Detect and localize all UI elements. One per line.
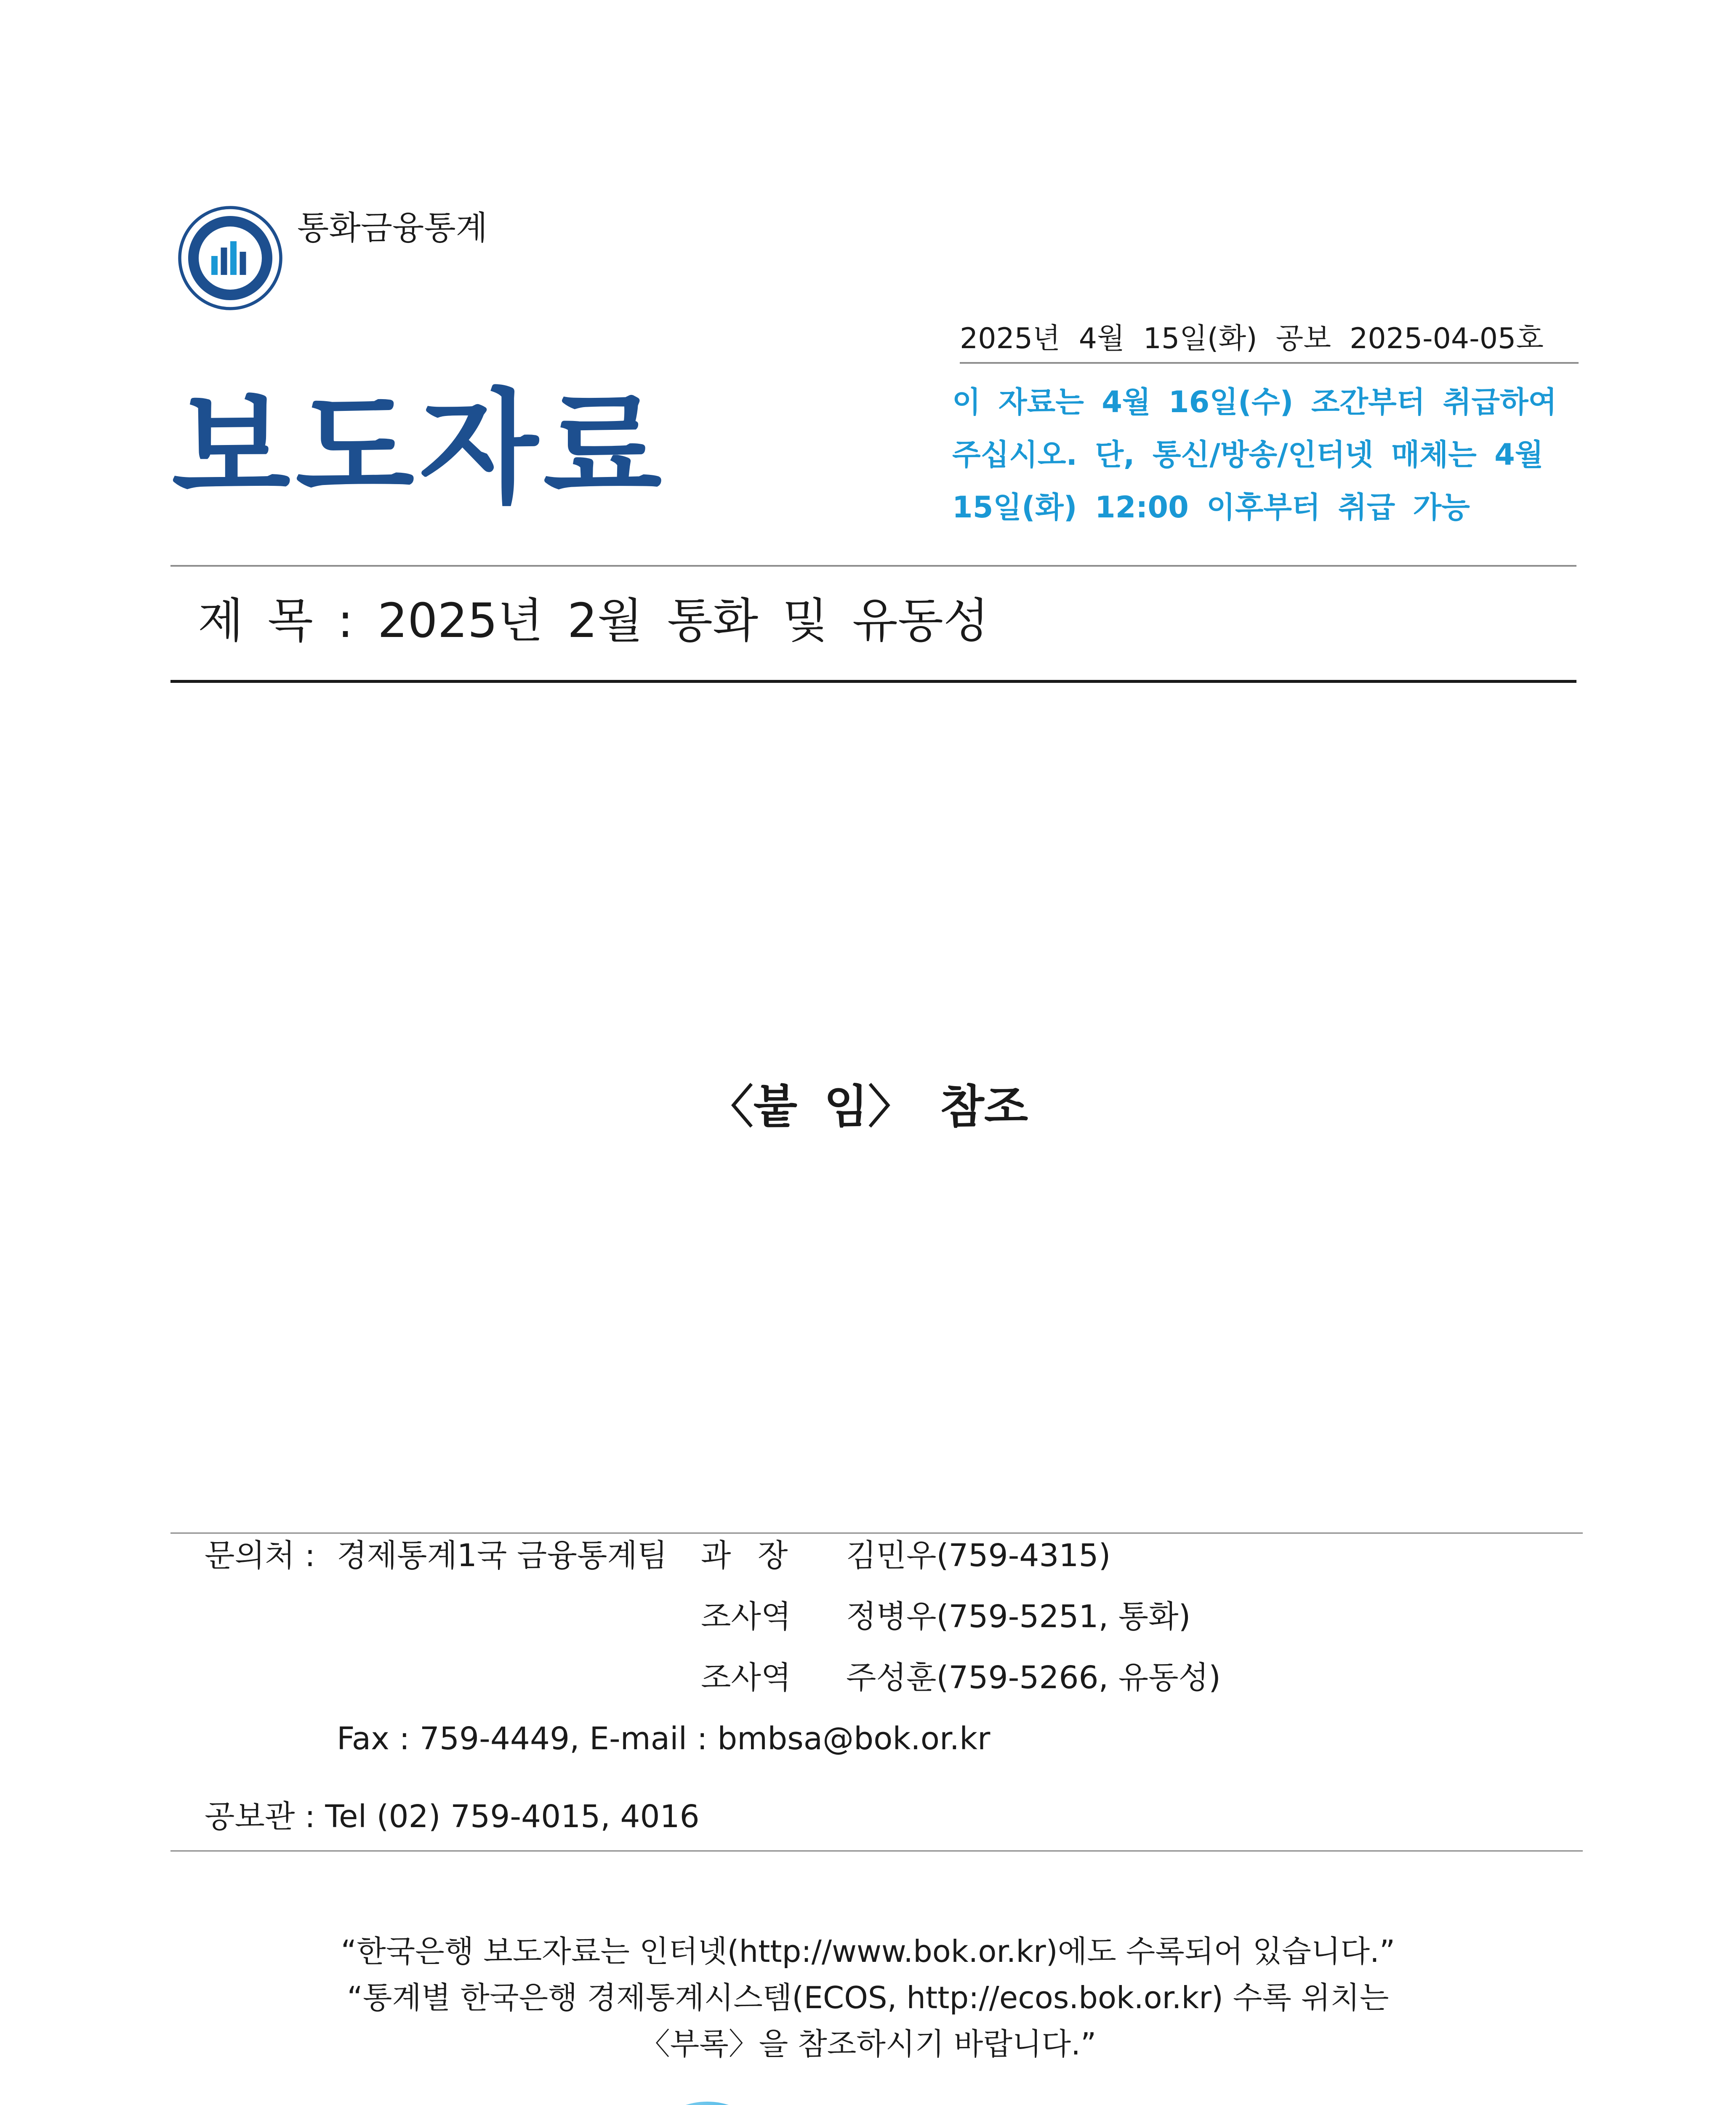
divider-subject [170, 680, 1576, 683]
contact-name: 김민우(759-4315) [846, 1537, 1111, 1574]
footer-note-3: 〈부록〉을 참조하시기 바랍니다.” [639, 2026, 1097, 2062]
contact-name: 주성훈(759-5266, 유동성) [846, 1660, 1221, 1696]
divider-top [170, 565, 1576, 567]
contact-title: 조사역 [701, 1660, 791, 1696]
contact-label: 문의처 : [205, 1537, 315, 1574]
embargo-line-3: 15일(화) 12:00 이후부터 취급 가능 [952, 490, 1470, 525]
pr-officer-contact: 공보관 : Tel (02) 759-4015, 4016 [205, 1799, 700, 1835]
subject-line [198, 589, 989, 653]
category-label: 통화금융통계 [297, 209, 488, 247]
footer-note-1: “한국은행 보도자료는 인터넷(http://www.bok.or.kr)에도 수록되어 있습니다.” [341, 1934, 1395, 1969]
bank-of-korea-emblem-icon [634, 2099, 781, 2105]
contact-title: 조사역 [701, 1599, 791, 1635]
contact-fax-email: Fax : 759-4449, E-mail : bmbsa@bok.or.kr [337, 1721, 990, 1757]
subject-text: 2025년 2월 통화 및 유동성 [377, 594, 989, 648]
release-year: 2025년 [960, 322, 1060, 355]
divider-contacts-bottom [170, 1850, 1583, 1852]
subject-label: 제 목 : [198, 594, 354, 648]
contact-department: 경제통계1국 금융통계팀 [337, 1537, 668, 1574]
press-release-title: 보도자료 [172, 377, 667, 520]
contact-name: 정병우(759-5251, 통화) [846, 1599, 1191, 1635]
release-day: 15일(화) [1143, 322, 1257, 355]
release-month: 4월 [1078, 322, 1125, 355]
footer-note-2: “통계별 한국은행 경제통계시스템(ECOS, http://ecos.bok.or.kr) 수록 위치는 [347, 1980, 1389, 2015]
release-number: 2025-04-05호 [1350, 322, 1544, 355]
embargo-line-2: 주십시오. 단, 통신/방송/인터넷 매체는 4월 [952, 437, 1544, 472]
embargo-line-1: 이 자료는 4월 16일(수) 조간부터 취급하여 [952, 385, 1557, 419]
contact-title: 과 장 [701, 1537, 788, 1574]
release-date-line [960, 320, 1579, 364]
attachment-note: 〈붙 임〉 참조 [708, 1081, 1028, 1133]
divider-contacts-top [170, 1532, 1583, 1534]
national-statistics-emblem-icon [178, 205, 283, 311]
release-label: 공보 [1275, 322, 1331, 355]
